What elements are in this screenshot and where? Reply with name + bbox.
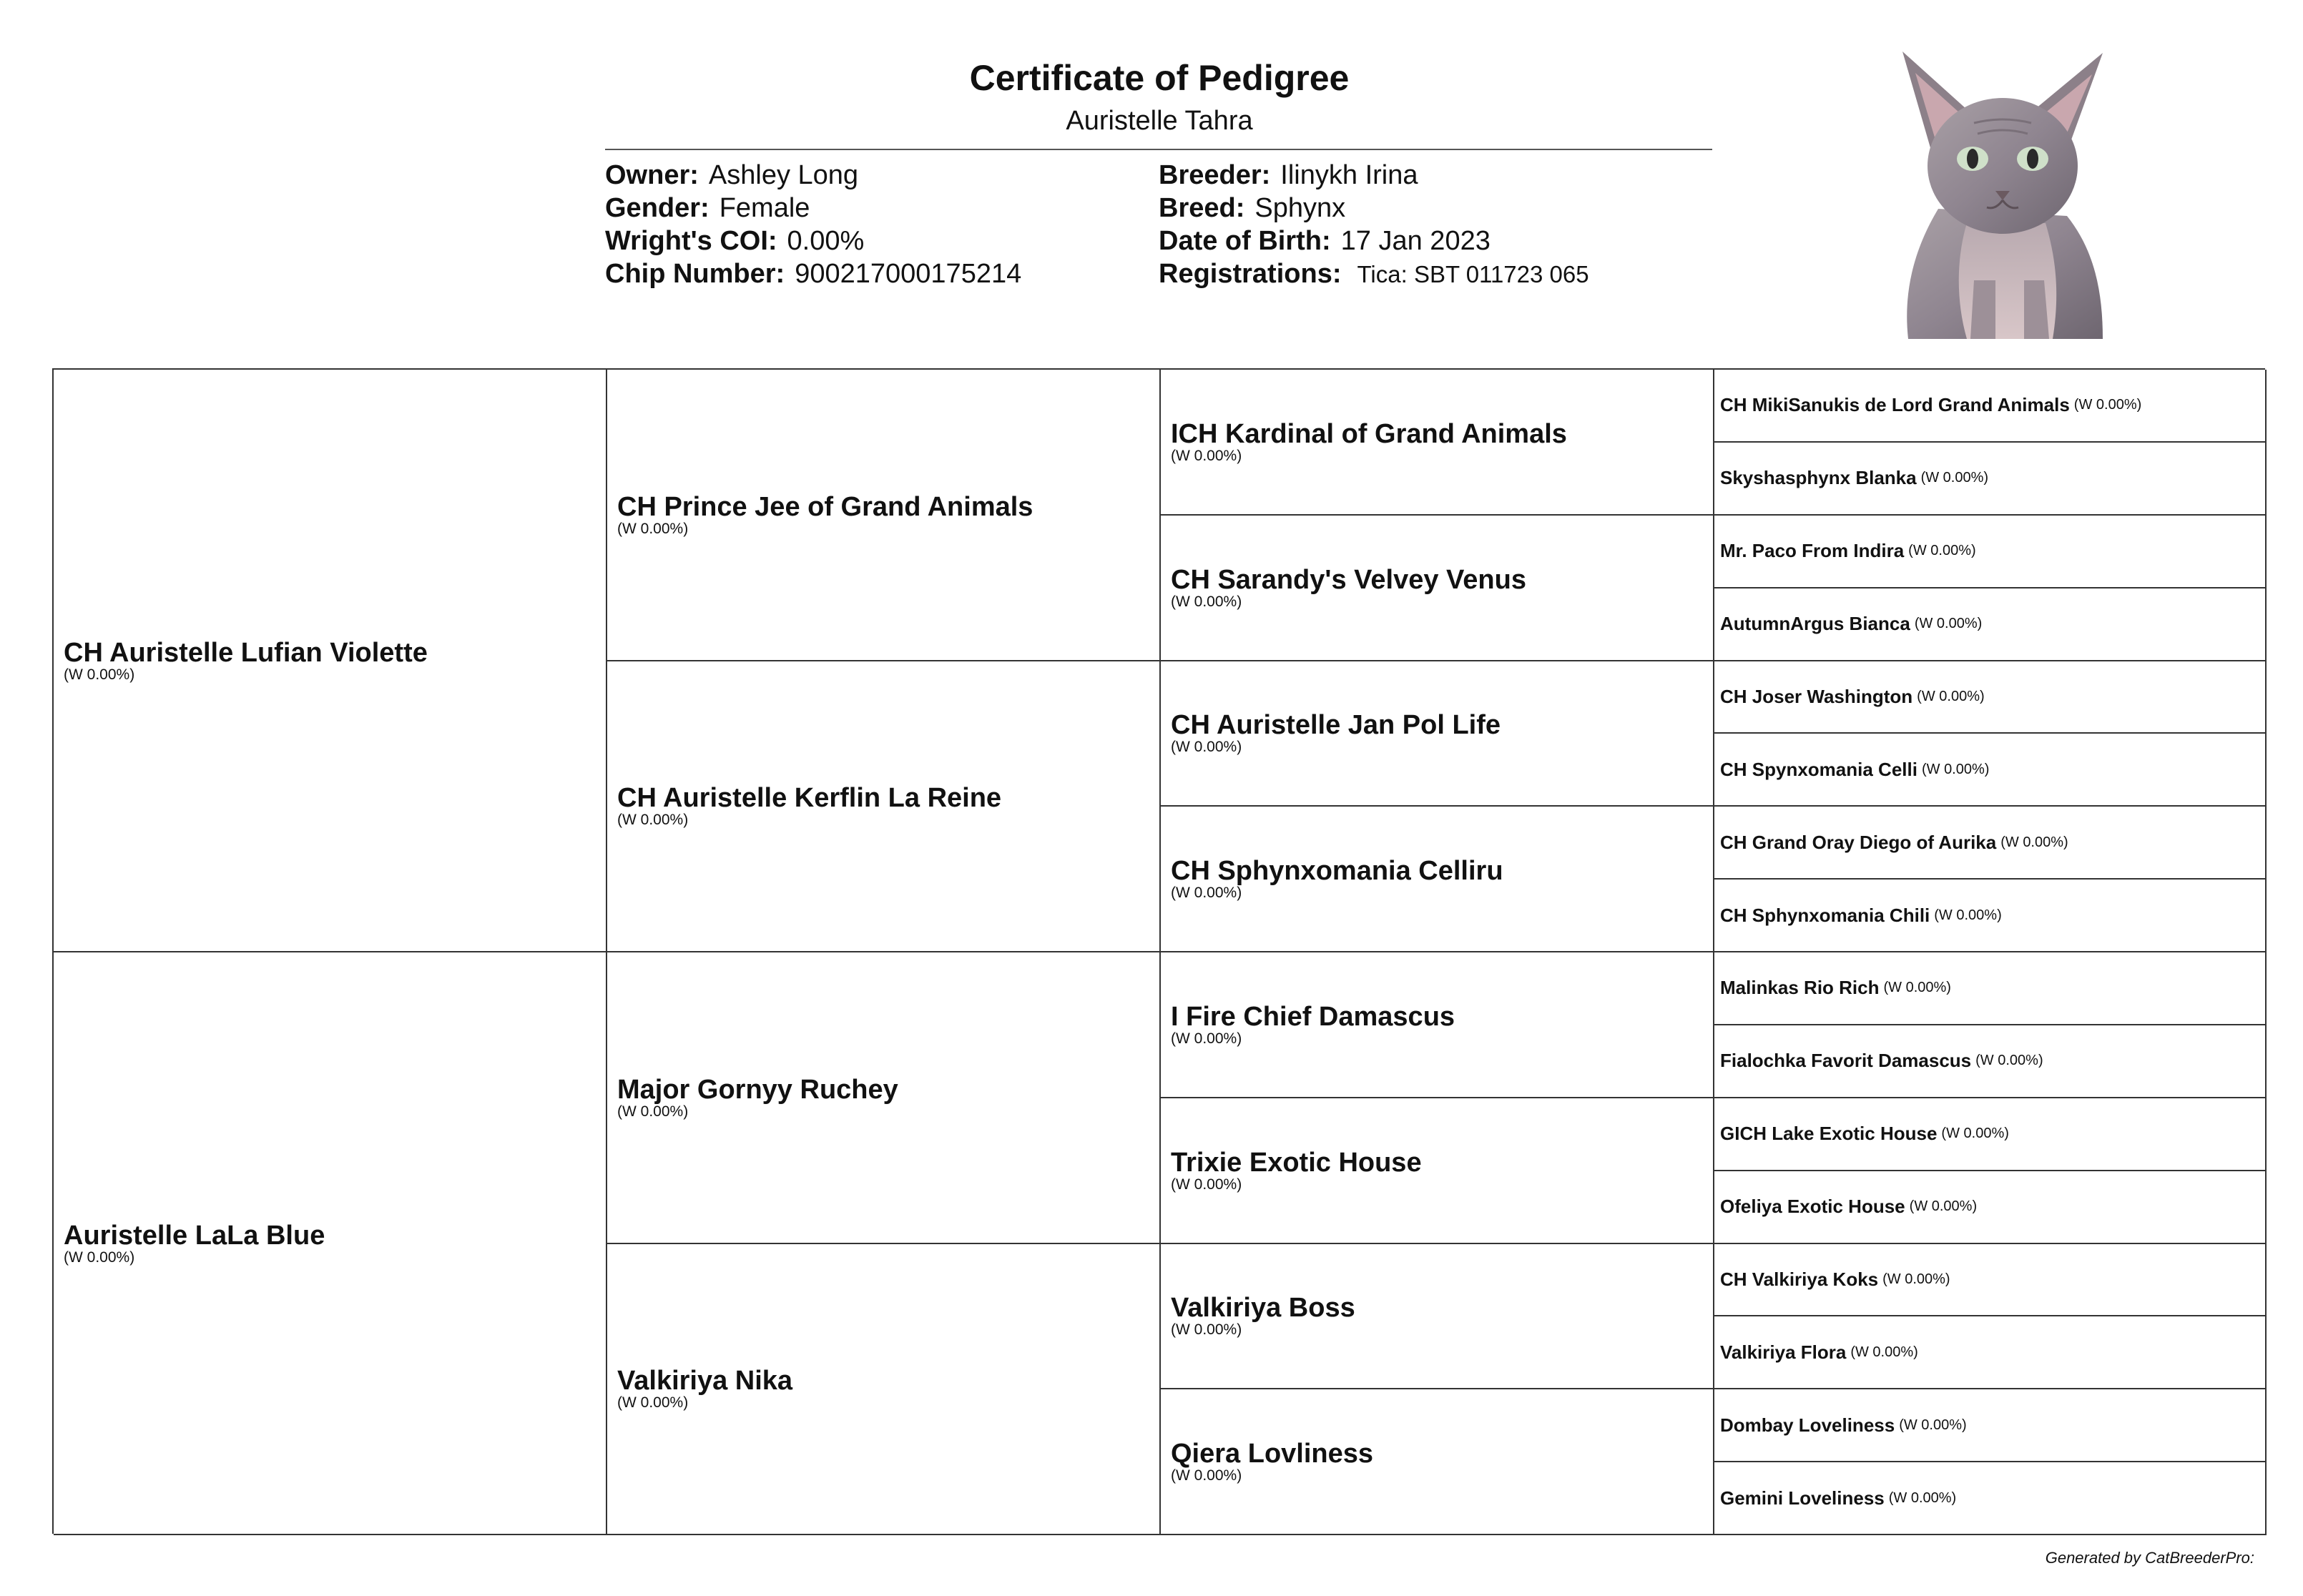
gg-grandparent-name: Valkiriya Flora bbox=[1720, 1341, 1847, 1363]
great-grandparent-name: Qiera Lovliness bbox=[1171, 1439, 1374, 1469]
gg-grandparent-name: CH Sphynxomania Chili bbox=[1720, 904, 1930, 926]
gg-grandparent-coi: (W 0.00%) bbox=[1899, 1417, 1967, 1433]
gg-grandparent-cell bbox=[1714, 516, 2267, 588]
chip-label: Chip Number: bbox=[605, 259, 785, 289]
header-divider bbox=[605, 149, 1712, 150]
gg-grandparent-name: CH Spynxomania Celli bbox=[1720, 758, 1917, 780]
grandparent-name: CH Auristelle Kerflin La Reine bbox=[617, 783, 1002, 814]
great-grandparent-coi: (W 0.00%) bbox=[1171, 1467, 1242, 1484]
cat-name-subtitle: Auristelle Tahra bbox=[1066, 106, 1253, 136]
gg-grandparent-name: Fialochka Favorit Damascus bbox=[1720, 1050, 1972, 1072]
gg-grandparent-cell bbox=[1714, 1171, 2267, 1244]
gg-grandparent-coi: (W 0.00%) bbox=[1850, 1344, 1918, 1360]
grandparent-cell bbox=[607, 370, 1161, 661]
great-grandparent-coi: (W 0.00%) bbox=[1171, 1321, 1242, 1339]
gg-grandparent-coi: (W 0.00%) bbox=[2000, 834, 2068, 850]
great-grandparent-cell bbox=[1161, 1098, 1714, 1244]
dob-label: Date of Birth: bbox=[1159, 226, 1331, 256]
breeder-value: Ilinykh Irina bbox=[1280, 160, 1418, 190]
dam-cell bbox=[54, 952, 607, 1535]
great-grandparent-cell bbox=[1161, 370, 1714, 516]
great-grandparent-coi: (W 0.00%) bbox=[1171, 447, 1242, 464]
breed-label: Breed: bbox=[1159, 193, 1245, 223]
gender-value: Female bbox=[719, 193, 810, 223]
gg-grandparent-coi: (W 0.00%) bbox=[1888, 1489, 1957, 1506]
info-column-left bbox=[605, 159, 1021, 290]
grandparent-name: Valkiriya Nika bbox=[617, 1366, 793, 1396]
great-grandparent-coi: (W 0.00%) bbox=[1171, 1176, 1242, 1193]
dam-coi: (W 0.00%) bbox=[64, 1248, 135, 1266]
chip-row bbox=[605, 257, 1021, 290]
breeder-row bbox=[1159, 159, 1589, 192]
great-grandparent-cell bbox=[1161, 1389, 1714, 1535]
gg-grandparent-coi: (W 0.00%) bbox=[1908, 543, 1976, 559]
grandparent-coi: (W 0.00%) bbox=[617, 1394, 689, 1412]
gg-grandparent-name: Skyshasphynx Blanka bbox=[1720, 467, 1917, 489]
gg-grandparent-name: CH Valkiriya Koks bbox=[1720, 1268, 1879, 1290]
grandparent-cell bbox=[607, 952, 1161, 1244]
breed-value: Sphynx bbox=[1254, 193, 1346, 223]
registrations-value: Tica: SBT 011723 065 bbox=[1357, 261, 1589, 287]
gg-grandparent-coi: (W 0.00%) bbox=[1941, 1125, 2009, 1142]
gg-grandparent-coi: (W 0.00%) bbox=[1921, 761, 1990, 777]
great-grandparent-name: Valkiriya Boss bbox=[1171, 1293, 1355, 1324]
gg-grandparent-name: Malinkas Rio Rich bbox=[1720, 977, 1880, 999]
generated-by-footer: Generated by CatBreederPro: bbox=[2045, 1549, 2254, 1567]
grandparent-cell bbox=[607, 661, 1161, 953]
gg-grandparent-cell bbox=[1714, 370, 2267, 443]
dob-row bbox=[1159, 225, 1589, 257]
gender-label: Gender: bbox=[605, 193, 709, 223]
grandparent-coi: (W 0.00%) bbox=[617, 520, 689, 537]
gg-grandparent-cell bbox=[1714, 1316, 2267, 1389]
gg-grandparent-coi: (W 0.00%) bbox=[1882, 1271, 1950, 1287]
great-grandparent-coi: (W 0.00%) bbox=[1171, 885, 1242, 902]
gg-grandparent-cell bbox=[1714, 588, 2267, 661]
dam-name: Auristelle LaLa Blue bbox=[64, 1220, 325, 1251]
great-grandparent-cell bbox=[1161, 807, 1714, 952]
dob-value: 17 Jan 2023 bbox=[1340, 226, 1491, 256]
great-grandparent-name: CH Auristelle Jan Pol Life bbox=[1171, 710, 1501, 741]
owner-row bbox=[605, 159, 1021, 192]
breed-row bbox=[1159, 192, 1589, 225]
grandparent-cell bbox=[607, 1244, 1161, 1536]
great-grandparent-name: CH Sarandy's Velvey Venus bbox=[1171, 564, 1526, 595]
great-grandparent-cell bbox=[1161, 1244, 1714, 1390]
gg-grandparent-coi: (W 0.00%) bbox=[1934, 907, 2002, 923]
great-grandparent-name: I Fire Chief Damascus bbox=[1171, 1001, 1455, 1032]
gg-grandparent-cell bbox=[1714, 952, 2267, 1025]
gg-grandparent-coi: (W 0.00%) bbox=[2073, 397, 2142, 413]
pedigree-chart bbox=[52, 368, 2265, 1534]
gg-grandparent-name: Ofeliya Exotic House bbox=[1720, 1196, 1905, 1218]
gg-grandparent-cell bbox=[1714, 1098, 2267, 1171]
great-grandparent-coi: (W 0.00%) bbox=[1171, 1030, 1242, 1047]
page-title: Certificate of Pedigree bbox=[969, 58, 1350, 98]
gg-grandparent-coi: (W 0.00%) bbox=[1914, 616, 1983, 632]
coi-row bbox=[605, 225, 1021, 257]
grandparent-coi: (W 0.00%) bbox=[617, 812, 689, 829]
owner-label: Owner: bbox=[605, 160, 699, 190]
sire-name: CH Auristelle Lufian Violette bbox=[64, 637, 428, 668]
great-grandparent-cell bbox=[1161, 952, 1714, 1098]
registrations-label: Registrations: bbox=[1159, 259, 1342, 289]
grandparent-coi: (W 0.00%) bbox=[617, 1103, 689, 1120]
gg-grandparent-cell bbox=[1714, 1389, 2267, 1462]
gg-grandparent-cell bbox=[1714, 1244, 2267, 1317]
gg-grandparent-cell bbox=[1714, 880, 2267, 952]
gg-grandparent-cell bbox=[1714, 807, 2267, 880]
owner-value: Ashley Long bbox=[708, 160, 859, 190]
gg-grandparent-coi: (W 0.00%) bbox=[1920, 470, 1989, 486]
great-grandparent-coi: (W 0.00%) bbox=[1171, 739, 1242, 756]
grandparent-name: CH Prince Jee of Grand Animals bbox=[617, 491, 1033, 522]
gg-grandparent-name: GICH Lake Exotic House bbox=[1720, 1123, 1938, 1145]
gg-grandparent-name: CH Grand Oray Diego of Aurika bbox=[1720, 831, 1997, 853]
great-grandparent-name: Trixie Exotic House bbox=[1171, 1147, 1422, 1178]
great-grandparent-cell bbox=[1161, 661, 1714, 807]
coi-label: Wright's COI: bbox=[605, 226, 777, 256]
info-column-right bbox=[1159, 159, 1589, 290]
registrations-row bbox=[1159, 257, 1589, 290]
sphynx-cat-photo bbox=[1888, 44, 2117, 339]
gg-grandparent-cell bbox=[1714, 1462, 2267, 1535]
gg-grandparent-name: Dombay Loveliness bbox=[1720, 1414, 1895, 1436]
gg-grandparent-coi: (W 0.00%) bbox=[1883, 980, 1951, 996]
great-grandparent-name: ICH Kardinal of Grand Animals bbox=[1171, 418, 1567, 449]
sire-coi: (W 0.00%) bbox=[64, 666, 135, 683]
grandparent-name: Major Gornyy Ruchey bbox=[617, 1074, 898, 1105]
sire-cell bbox=[54, 370, 607, 952]
gender-row bbox=[605, 192, 1021, 225]
breeder-label: Breeder: bbox=[1159, 160, 1271, 190]
gg-grandparent-cell bbox=[1714, 443, 2267, 516]
gg-grandparent-name: Mr. Paco From Indira bbox=[1720, 540, 1905, 562]
gg-grandparent-cell bbox=[1714, 1025, 2267, 1098]
gg-grandparent-coi: (W 0.00%) bbox=[1975, 1053, 2043, 1069]
gg-grandparent-name: AutumnArgus Bianca bbox=[1720, 613, 1910, 635]
gg-grandparent-coi: (W 0.00%) bbox=[1917, 688, 1985, 704]
great-grandparent-name: CH Sphynxomania Celliru bbox=[1171, 856, 1503, 887]
gg-grandparent-name: CH MikiSanukis de Lord Grand Animals bbox=[1720, 394, 2070, 416]
gg-grandparent-cell bbox=[1714, 661, 2267, 734]
great-grandparent-cell bbox=[1161, 516, 1714, 661]
gg-grandparent-coi: (W 0.00%) bbox=[1909, 1198, 1978, 1215]
coi-value: 0.00% bbox=[787, 226, 865, 256]
chip-value: 900217000175214 bbox=[795, 259, 1022, 289]
gg-grandparent-cell bbox=[1714, 734, 2267, 807]
gg-grandparent-name: Gemini Loveliness bbox=[1720, 1487, 1885, 1509]
great-grandparent-coi: (W 0.00%) bbox=[1171, 593, 1242, 610]
gg-grandparent-name: CH Joser Washington bbox=[1720, 685, 1913, 707]
